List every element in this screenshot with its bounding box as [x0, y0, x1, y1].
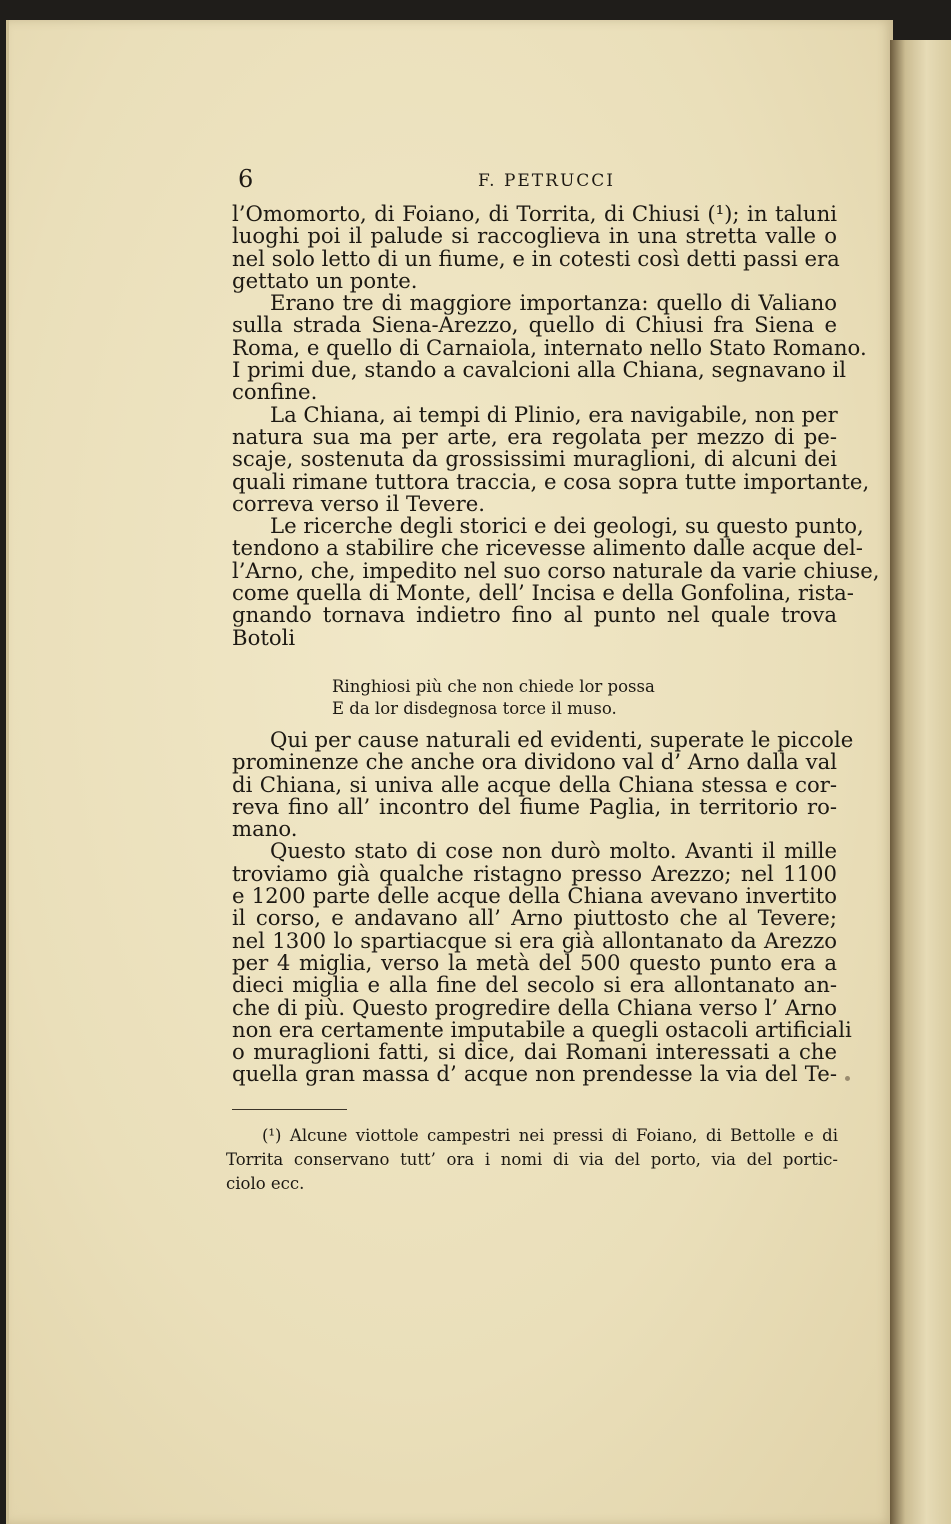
text-line: l’Arno, che, impedito nel suo corso naturale da varie chiuse, — [232, 557, 880, 583]
text-line: mano. — [232, 816, 298, 842]
text-line: Erano tre di maggiore importanza: quello di Valiano — [270, 290, 837, 316]
margin-speck — [845, 1076, 850, 1081]
footnote-line: Torrita conservano tutt’ ora i nomi di via del porto, via del portic- — [226, 1150, 838, 1169]
footnote — [226, 1124, 838, 1196]
text-line: e 1200 parte delle acque della Chiana avevano invertito — [232, 883, 837, 909]
text-line: per 4 miglia, verso la metà del 500 questo punto era a — [232, 949, 837, 975]
text-line: nel solo letto di un fiume, e in cotesti così detti passi era — [232, 245, 840, 271]
text-line: Qui per cause naturali ed evidenti, superate le piccole — [270, 727, 854, 752]
page-number: 6 — [238, 165, 254, 193]
text-line: I primi due, stando a cavalcioni alla Chiana, segnavano il — [232, 357, 847, 383]
text-line: correva verso il Tevere. — [232, 490, 485, 516]
text-line: sulla strada Siena-Arezzo, quello di Chiusi fra Siena e — [232, 312, 837, 338]
footnote-separator — [232, 1109, 347, 1110]
text-line: luoghi poi il palude si raccoglieva in una stretta valle o — [232, 223, 837, 249]
footnote-line: (¹) Alcune viottole campestri nei pressi di Foiano, di Bettolle e di — [262, 1126, 838, 1145]
body-text-block-1 — [232, 201, 880, 650]
text-line: reva fino all’ incontro del fiume Paglia, in territorio ro- — [232, 793, 837, 819]
text-line: gettato un ponte. — [232, 267, 418, 293]
body-text-block-2 — [232, 727, 854, 1087]
text-line: il corso, e andavano all’ Arno piuttosto che al Tevere; — [232, 905, 837, 931]
text-line: di Chiana, si univa alle acque della Chiana stessa e cor- — [232, 771, 837, 797]
text-line: Le ricerche degli storici e dei geologi, su questo punto, — [270, 513, 864, 539]
text-line: o muraglioni fatti, si dice, dai Romani interessati a che — [232, 1039, 837, 1065]
text-line: nel 1300 lo spartiacque si era già allontanato da Arezzo — [232, 927, 837, 953]
quote-line: E da lor disdegnosa torce il muso. — [332, 699, 617, 718]
text-line: troviamo già qualche ristagno presso Arezzo; nel 1100 — [232, 860, 837, 886]
text-line: Roma, e quello di Carnaiola, internato nello Stato Romano. — [232, 334, 867, 360]
text-line: che di più. Questo progredire della Chiana verso l’ Arno — [232, 994, 837, 1020]
footnote-line: ciolo ecc. — [226, 1174, 305, 1193]
text-line: Botoli — [232, 624, 296, 650]
verse-quote — [332, 676, 692, 720]
text-line: quali rimane tuttora traccia, e cosa sopra tutte importante, — [232, 468, 870, 494]
text-line: tendono a stabilire che ricevesse alimento dalle acque del- — [232, 535, 863, 561]
text-line: l’Omomorto, di Foiano, di Torrita, di Chiusi (¹); in taluni — [232, 201, 837, 226]
text-line: come quella di Monte, dell’ Incisa e della Gonfolina, rista- — [232, 580, 854, 606]
text-line: Questo stato di cose non durò molto. Avanti il mille — [270, 838, 837, 864]
text-line: prominenze che anche ora dividono val d’ Arno dalla val — [232, 749, 837, 775]
next-page-edge — [890, 40, 951, 1524]
quote-line: Ringhiosi più che non chiede lor possa — [332, 677, 655, 696]
text-line: non era certamente imputabile a quegli ostacoli artificiali — [232, 1016, 852, 1042]
text-line: confine. — [232, 379, 318, 405]
text-line: La Chiana, ai tempi di Plinio, era navigabile, non per — [270, 401, 838, 427]
text-line: quella gran massa d’ acque non prendesse la via del Te- — [232, 1061, 837, 1087]
text-line: gnando tornava indietro fino al punto nel quale trova — [232, 602, 837, 628]
text-line: dieci miglia e alla fine del secolo si era allontanato an- — [232, 972, 837, 998]
text-line: scaje, sostenuta da grossissimi muraglioni, di alcuni dei — [232, 446, 837, 472]
running-head: F. PETRUCCI — [478, 171, 615, 191]
text-line: natura sua ma per arte, era regolata per mezzo di pe- — [232, 423, 837, 449]
page-header — [238, 165, 838, 195]
